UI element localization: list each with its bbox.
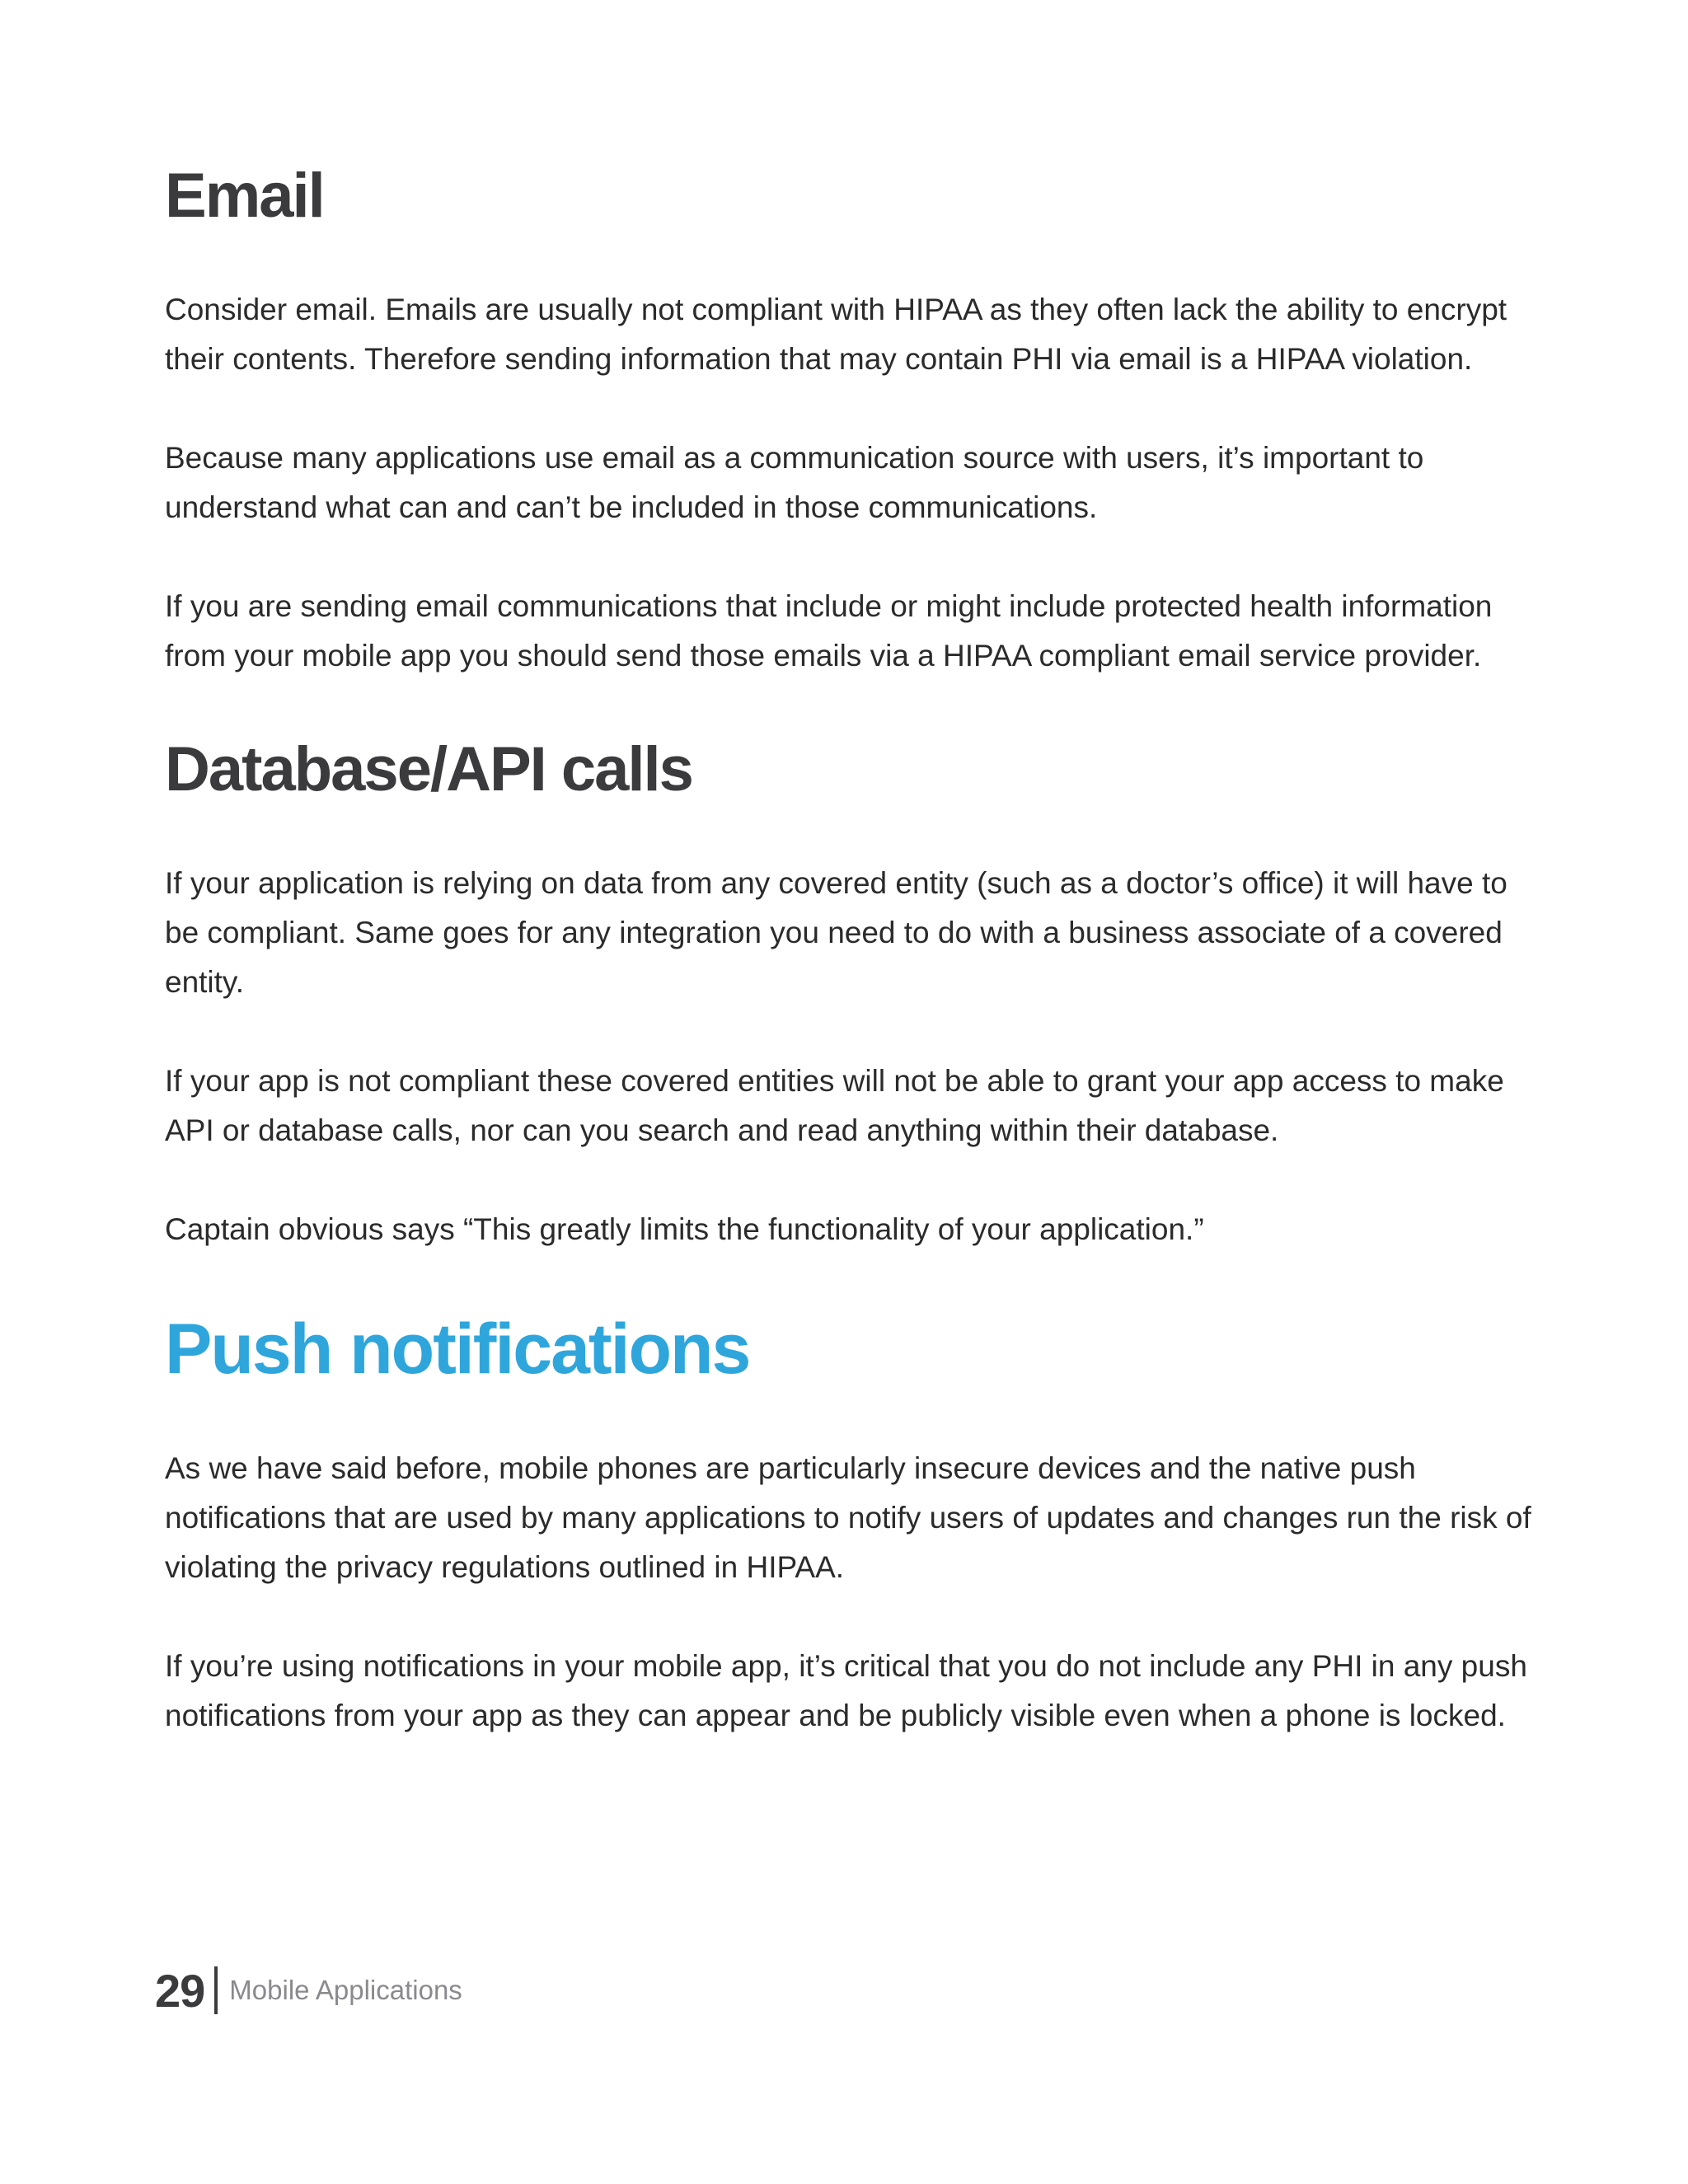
footer-divider (214, 1966, 218, 2014)
section-heading-database-api: Database/API calls (165, 734, 692, 804)
paragraph: Because many applications use email as a communication source with users, it’s important to understand what can and can’t be included in those communications. (165, 441, 1424, 524)
footer-section-label: Mobile Applications (229, 1975, 462, 2005)
page-footer (155, 1961, 462, 2019)
page-content (165, 157, 1533, 1741)
section-heading-email: Email (165, 161, 324, 231)
page-number: 29 (155, 1964, 205, 2017)
paragraph: If your application is relying on data from any covered entity (such as a doctor’s office) it will have to be compliant. Same goes for any integration you need to do with a business associate of a covered entity. (165, 866, 1507, 999)
paragraph: Captain obvious says “This greatly limits the functionality of your application.” (165, 1212, 1204, 1246)
section-heading-push-notifications: Push notifications (165, 1310, 750, 1389)
paragraph: Consider email. Emails are usually not compliant with HIPAA as they often lack the ability to encrypt their contents. Therefore sending information that may contain PHI via email is a HIPAA violation. (165, 293, 1507, 376)
paragraph: If your app is not compliant these covered entities will not be able to grant your app access to make API or database calls, nor can you search and read anything within their database. (165, 1064, 1504, 1147)
paragraph: If you are sending email communications that include or might include protected health information from your mobile app you should send those emails via a HIPAA compliant email service provider. (165, 589, 1493, 673)
paragraph: If you’re using notifications in your mobile app, it’s critical that you do not include any PHI in any push notifications from your app as they can appear and be publicly visible even when a phone is locked. (165, 1649, 1527, 1732)
paragraph: As we have said before, mobile phones are particularly insecure devices and the native push notifications that are used by many applications to notify users of updates and changes run the risk of violating the privacy regulations outlined in HIPAA. (165, 1451, 1531, 1584)
